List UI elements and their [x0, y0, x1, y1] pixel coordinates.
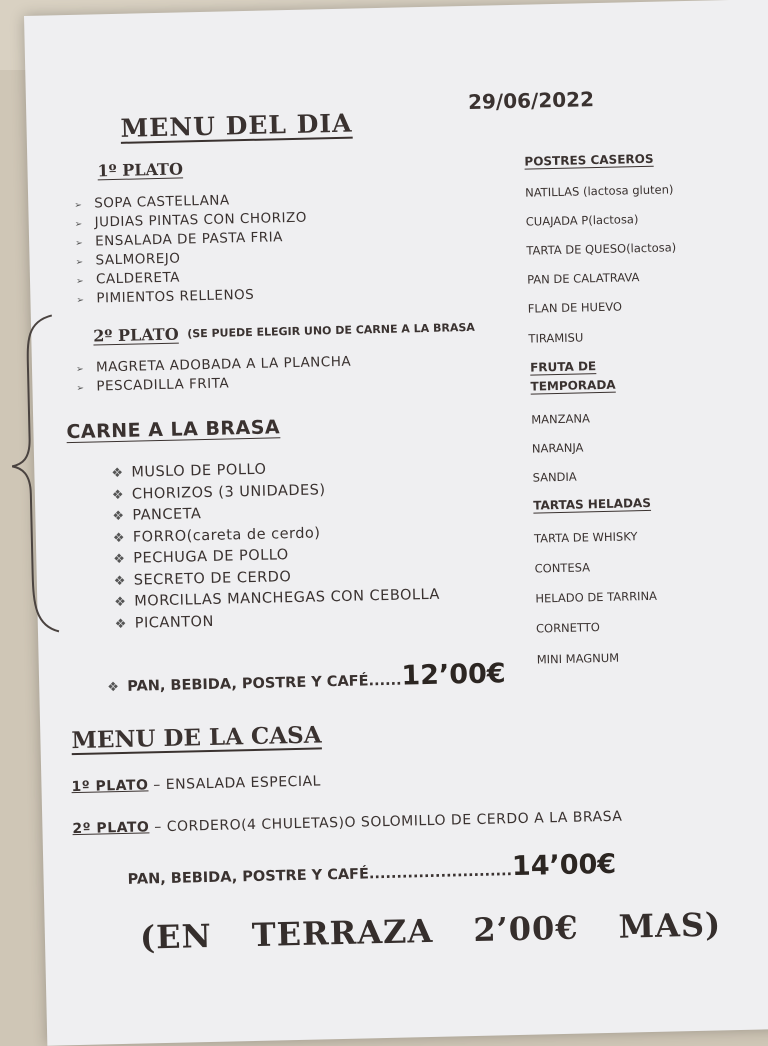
list-item: ➢ PESCADILLA FRITA: [76, 372, 352, 397]
casa-menu-heading: MENU DE LA CASA: [71, 721, 322, 755]
arrow-bullet-icon: ➢: [76, 383, 85, 394]
first-course-list: [74, 190, 309, 309]
arrow-bullet-icon: ➢: [74, 200, 83, 211]
list-item: PAN DE CALATRAVA: [526, 270, 640, 287]
postres-heading: POSTRES CASEROS: [524, 151, 654, 169]
price-line-dia: ❖ PAN, BEBIDA, POSTRE Y CAFÉ......12’00€: [107, 658, 506, 696]
list-item: ❖ PECHUGA DE POLLO: [113, 542, 439, 571]
list-item: ➢ SOPA CASTELLANA: [74, 190, 307, 214]
diamond-bullet-icon: ❖: [111, 487, 125, 503]
list-item: ❖ PANCETA: [112, 499, 438, 528]
price-line-casa: PAN, BEBIDA, POSTRE Y CAFÉ..........................14’00€: [127, 848, 617, 888]
diamond-bullet-icon: ❖: [112, 530, 126, 546]
fruta-heading-2: TEMPORADA: [530, 377, 616, 394]
list-item: SANDIA: [532, 469, 577, 485]
menu-sheet: [24, 0, 768, 1046]
casa-second-course: 2º PLATO – CORDERO(4 CHULETAS)O SOLOMILLO DE CERDO A LA BRASA: [72, 808, 623, 838]
list-item: ➢ JUDIAS PINTAS CON CHORIZO: [75, 209, 308, 233]
list-item: TIRAMISU: [528, 330, 584, 346]
list-item: ❖ SECRETO DE CERDO: [114, 563, 440, 592]
diamond-bullet-icon: ❖: [113, 551, 126, 568]
casa-first-course: 1º PLATO – ENSALADA ESPECIAL: [71, 773, 322, 796]
list-item: NATILLAS (lactosa gluten): [524, 182, 674, 200]
list-item: FLAN DE HUEVO: [527, 299, 623, 316]
arrow-bullet-icon: ➢: [75, 276, 85, 287]
list-item: ❖ PICANTON: [115, 606, 441, 635]
price-casa: 14’00€: [511, 848, 617, 883]
list-item: ➢ CALDERETA: [76, 266, 309, 290]
arrow-bullet-icon: ➢: [74, 219, 83, 230]
list-item: MINI MAGNUM: [536, 650, 620, 667]
arrow-bullet-icon: ➢: [75, 238, 84, 249]
first-course-heading: 1º PLATO: [97, 159, 184, 181]
list-item: ➢ PIMIENTOS RELLENOS: [76, 285, 309, 309]
brace-icon: [7, 313, 64, 634]
list-item: ➢ ENSALADA DE PASTA FRIA: [75, 228, 308, 252]
diamond-bullet-icon: ❖: [113, 573, 127, 589]
list-item: CONTESA: [534, 560, 591, 576]
diamond-bullet-icon: ❖: [114, 616, 128, 632]
list-item: ❖ MORCILLAS MANCHEGAS CON CEBOLLA: [114, 585, 440, 614]
arrow-bullet-icon: ➢: [75, 364, 85, 375]
second-course-list: [76, 353, 352, 397]
menu-date: 29/06/2022: [467, 87, 595, 114]
list-item: MANZANA: [531, 411, 591, 427]
tartas-heading: TARTAS HELADAS: [533, 495, 652, 513]
list-item: ➢ MAGRETA ADOBADA A LA PLANCHA: [76, 353, 352, 378]
list-item: ❖ CHORIZOS (3 UNIDADES): [112, 477, 438, 506]
price-dia: 12’00€: [401, 658, 506, 692]
list-item: ❖ FORRO(careta de cerdo): [113, 520, 439, 549]
second-course-heading: 2º PLATO: [93, 324, 179, 346]
fruta-heading: FRUTA DE: [529, 359, 597, 375]
terrace-surcharge: (EN TERRAZA 2’00€ MAS): [139, 905, 722, 957]
diamond-bullet-icon: ❖: [112, 508, 125, 525]
list-item: ❖ MUSLO DE POLLO: [111, 456, 437, 485]
diamond-bullet-icon: ❖: [114, 594, 127, 611]
list-item: CORNETTO: [535, 620, 601, 636]
second-course-note: (SE PUEDE ELEGIR UNO DE CARNE A LA BRASA: [187, 320, 475, 341]
list-item: HELADO DE TARRINA: [535, 588, 658, 606]
arrow-bullet-icon: ➢: [75, 257, 84, 268]
diamond-bullet-icon: ❖: [107, 680, 120, 696]
diamond-bullet-icon: ❖: [111, 465, 124, 482]
grill-meat-list: [111, 456, 440, 635]
grill-meat-heading: CARNE A LA BRASA: [66, 416, 281, 444]
list-item: NARANJA: [531, 440, 584, 456]
list-item: CUAJADA P(lactosa): [525, 212, 639, 229]
list-item: TARTA DE QUESO(lactosa): [526, 240, 677, 258]
arrow-bullet-icon: ➢: [76, 295, 85, 306]
list-item: TARTA DE WHISKY: [533, 529, 638, 546]
page-title: MENU DEL DIA: [120, 108, 353, 143]
list-item: ➢ SALMOREJO: [75, 247, 308, 271]
